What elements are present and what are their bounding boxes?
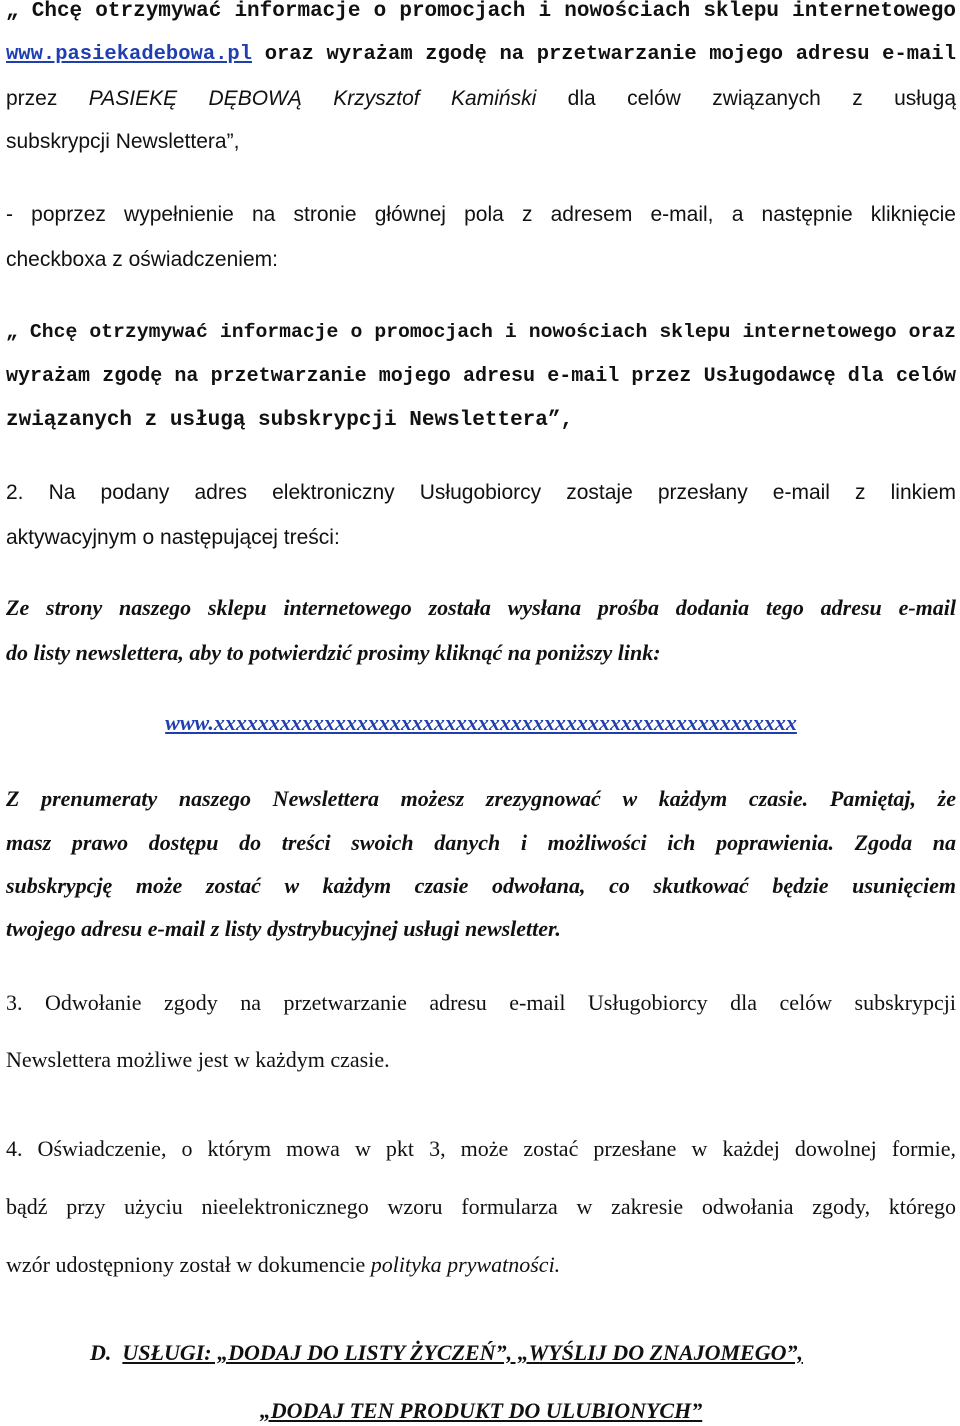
- email-template-line: do listy newslettera, aby to potwierdzić prosimy kliknąć na poniższy link:: [6, 640, 661, 665]
- section-heading: [90, 1338, 920, 1368]
- email-template-line: twojego adresu e-mail z listy dystrybucyjnej usługi newsletter.: [6, 916, 561, 941]
- section-title: USŁUGI: „DODAJ DO LISTY ŻYCZEŃ”, „WYŚLIJ DO ZNAJOMEGO”,: [122, 1340, 803, 1365]
- paragraph-line: 4. Oświadczenie, o którym mowa w pkt 3, może zostać przesłane w każdej dowolnej formie,: [6, 1136, 956, 1161]
- shop-website-link[interactable]: www.pasiekadebowa.pl: [6, 43, 253, 66]
- paragraph-line: bądź przy użyciu nieelektronicznego wzoru formularza w zakresie odwołania zgody, którego: [6, 1194, 956, 1219]
- activation-link-line: [6, 708, 956, 738]
- paragraph-line: 2. Na podany adres elektroniczny Usługobiorcy zostaje przesłany e-mail z linkiem: [6, 481, 956, 504]
- email-template-line: Z prenumeraty naszego Newslettera możesz zrezygnować w każdym czasie. Pamiętaj, że: [6, 786, 956, 811]
- consent-statement-line: przez PASIEKĘ DĘBOWĄ Krzysztof Kamiński dla celów związanych z usługą: [6, 87, 956, 110]
- consent-statement-line: subskrypcji Newslettera”,: [6, 130, 240, 153]
- consent-statement-line: związanych z usługą subskrypcji Newslettera”,: [6, 409, 574, 432]
- paragraph-line: wzór udostępniony został w dokumencie polityka prywatności.: [6, 1252, 561, 1277]
- paragraph-line: checkboxa z oświadczeniem:: [6, 248, 278, 271]
- email-template-line: masz prawo dostępu do treści swoich danych i możliwości ich poprawienia. Zgoda na: [6, 830, 956, 855]
- email-template-line: Ze strony naszego sklepu internetowego została wysłana prośba dodania tego adresu e-mail: [6, 595, 956, 620]
- section-number: D.: [90, 1340, 112, 1365]
- paragraph-line: Newslettera możliwe jest w każdym czasie.: [6, 1047, 390, 1072]
- email-template-line: subskrypcję może zostać w każdym czasie odwołana, co skutkować będzie usunięciem: [6, 873, 956, 898]
- consent-statement-line: www.pasiekadebowa.pl oraz wyrażam zgodę na przetwarzanie mojego adresu e-mail: [6, 43, 956, 66]
- activation-link[interactable]: www.xxxxxxxxxxxxxxxxxxxxxxxxxxxxxxxxxxxxxxxxxxxxxxxxxxxxx: [165, 710, 797, 735]
- paragraph-line: aktywacyjnym o następującej treści:: [6, 526, 340, 549]
- paragraph-line: 3. Odwołanie zgody na przetwarzanie adresu e-mail Usługobiorcy dla celów subskrypcji: [6, 990, 956, 1015]
- consent-statement-line: „ Chcę otrzymywać informacje o promocjach i nowościach sklepu internetowego: [6, 0, 956, 23]
- consent-statement-line: wyrażam zgodę na przetwarzanie mojego adresu e-mail przez Usługodawcę dla celów: [6, 365, 956, 388]
- privacy-policy-reference[interactable]: polityka prywatności.: [370, 1252, 561, 1277]
- company-name: PASIEKĘ DĘBOWĄ Krzysztof Kamiński: [88, 87, 537, 110]
- paragraph-line: - poprzez wypełnienie na stronie głównej pola z adresem e-mail, a następnie kliknięcie: [6, 203, 956, 226]
- section-heading-line2: [6, 1396, 956, 1426]
- section-title: „DODAJ TEN PRODUKT DO ULUBIONYCH”: [259, 1398, 703, 1423]
- consent-statement-line: „ Chcę otrzymywać informacje o promocjach i nowościach sklepu internetowego oraz: [6, 321, 956, 343]
